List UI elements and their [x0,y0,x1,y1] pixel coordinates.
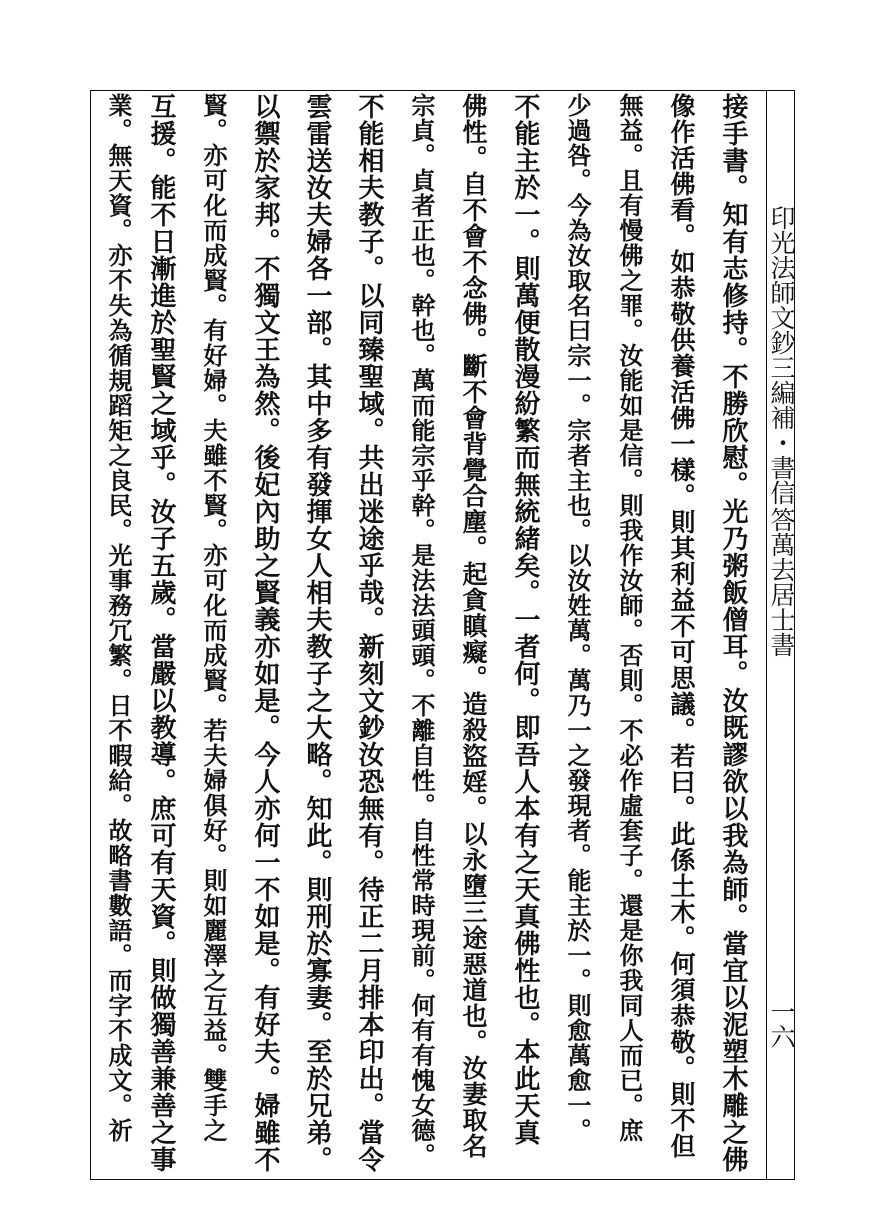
text-column-11: 賢。亦可化而成賢。有好婦。夫雖不賢。亦可化而成賢。若夫婦俱好。則如麗澤之互益。雙手之 [199,93,228,1143]
text-column-13: 業。無天資。亦不失為循規蹈矩之良民。光事務冗繁。日不暇給。故略書數語。而字不成文。祈 [104,93,133,1143]
text-column-5: 不能主於一。則萬便散漫紛繁而無統緒矣。一者何。即吾人本有之天真佛性也。本此天真 [510,93,540,1146]
page-number: 一六 [767,999,796,1049]
text-column-10: 以禦於家邦。不獨文王為然。後妃內助之賢義亦如是。今人亦何一不如是。有好夫。婦雖不 [250,93,280,1173]
book-title: 印光法師文鈔三編補・書信 [767,205,796,505]
text-column-2: 像作活佛看。如恭敬供養活佛一樣。則其利益不可思議。若曰。此係土木。何須恭敬。則不但 [667,93,696,1159]
text-column-8: 不能相夫教子。以同臻聖域。共出迷途乎哉。新刻文鈔汝恐無有。待正二月排本印出。當令 [354,93,384,1173]
text-column-9: 雲雷送汝夫婦各一部。其中多有發揮女人相夫教子之大略。知此。則刑於寡妻。至於兄弟。 [302,93,332,1173]
text-column-12: 互援。能不日漸進於聖賢之域乎。汝子五歲。當嚴以教導。庶可有天資。則做獨善兼善之事 [146,93,176,1173]
text-column-3: 無益。且有慢佛之罪。汝能如是信。則我作汝師。否則。不必作虛套子。還是你我同人而已。庶 [615,93,644,1143]
text-column-6: 佛性。自不會不念佛。斷不會背覺合塵。起貪瞋癡。造殺盜婬。以永墮三途惡道也。汝妻取名 [459,93,488,1159]
text-column-4: 少過咎。今為汝取名曰宗一。宗者主也。以汝姓萬。萬乃一之發現者。能主於一。則愈萬愈一。 [563,93,592,1143]
text-column-7: 宗貞。貞者正也。幹也。萬而能宗乎幹。是法法頭頭。不離自性。自性常時現前。何有有愧女德。 [407,93,436,1168]
text-column-1: 接手書。知有志修持。不勝欣慰。光乃粥飯僧耳。汝既謬欲以我為師。當宜以泥塑木雕之佛 [718,93,748,1173]
chapter-title: 答萬去居士書 [767,507,796,657]
